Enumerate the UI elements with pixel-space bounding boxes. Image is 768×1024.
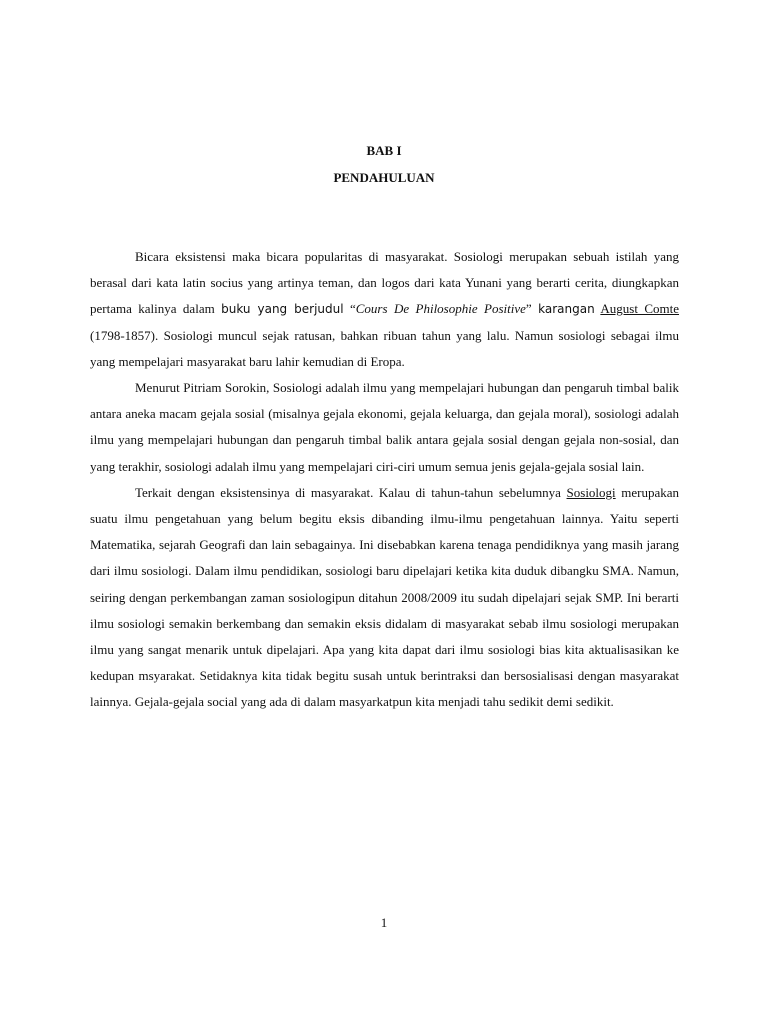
page-number: 1 xyxy=(380,915,388,930)
paragraph-1 xyxy=(90,244,679,375)
chapter-number: BAB I xyxy=(366,143,402,158)
paragraph-3-text-a: Terkait dengan eksistensinya di masyarakat. Kalau di tahun-tahun sebelumnya xyxy=(135,484,567,500)
paragraph-3-text-b: merupakan suatu ilmu pengetahuan yang belum begitu eksis dibanding ilmu-ilmu pengetahuan lainnya. Yaitu seperti Matematika, sejarah Geografi dan lain sebagainya. Ini disebabkan karena tenaga pendidiknya yang masih jarang dari ilmu sosiologi. Dalam ilmu pendidikan, sosiologi baru dipelajari ketika kita duduk dibangku SMA. Namun, seiring dengan perkembangan zaman sosiologipun ditahun 2008/2009 itu sudah dipelajari sejak SMP. Ini berarti ilmu sosiologi semakin berkembang dan semakin eksis didalam di masyarakat sebab ilmu sosiologi merupakan ilmu yang sangat menarik untuk dipelajari. Apa yang kita dapat dari ilmu sosiologi bias kita aktualisasikan ke kedupan msyarakat. Setidaknya kita tidak begitu susah untuk berintraksi dan bersosialisasi dengan masyarakat lainnya. Gejala-gejala social yang ada di dalam masyarkatpun kita menjadi tahu sedikit demi sedikit. xyxy=(90,484,679,710)
author-link[interactable]: August Comte xyxy=(600,301,680,317)
paragraph-1-text-a: Bicara eksistensi maka bicara popularitas di masyarakat. Sosiologi merupakan sebuah istilah yang berasal dari kata latin socius yang artinya teman, dan logos dari kata Yunani yang berarti cerita, diungkapkan pertama kalinya dalam xyxy=(90,249,679,317)
paragraph-3 xyxy=(90,480,679,716)
body-text xyxy=(90,244,679,716)
paragraph-1-text-c: “ xyxy=(343,301,356,317)
paragraph-2: Menurut Pitriam Sorokin, Sosiologi adalah ilmu yang mempelajari hubungan dan pengaruh timbal balik antara aneka macam gejala sosial (misalnya gejala ekonomi, gejala keluarga, dan gejala moral), sosiologi adalah ilmu yang mempelajari hubungan dan pengaruh timbal balik antara gejala sosial dengan gejala non-sosial, dan yang terakhir, sosiologi adalah ilmu yang mempelajari ciri-ciri umum semua jenis gejala-gejala sosial lain. xyxy=(90,380,679,474)
chapter-title: PENDAHULUAN xyxy=(333,170,435,185)
paragraph-1-text-d: ” xyxy=(525,301,539,317)
paragraph-1-text-b: buku yang berjudul xyxy=(221,302,344,317)
book-title: Cours De Philosophie Positive xyxy=(355,301,526,317)
paragraph-1-text-e: karangan xyxy=(538,302,595,317)
sosiologi-link[interactable]: Sosiologi xyxy=(566,484,616,500)
paragraph-1-text-g: (1798-1857). Sosiologi muncul sejak ratusan, bahkan ribuan tahun yang lalu. Namun sosiologi sebagai ilmu yang mempelajari masyarakat baru lahir kemudian di Eropa. xyxy=(90,327,679,369)
